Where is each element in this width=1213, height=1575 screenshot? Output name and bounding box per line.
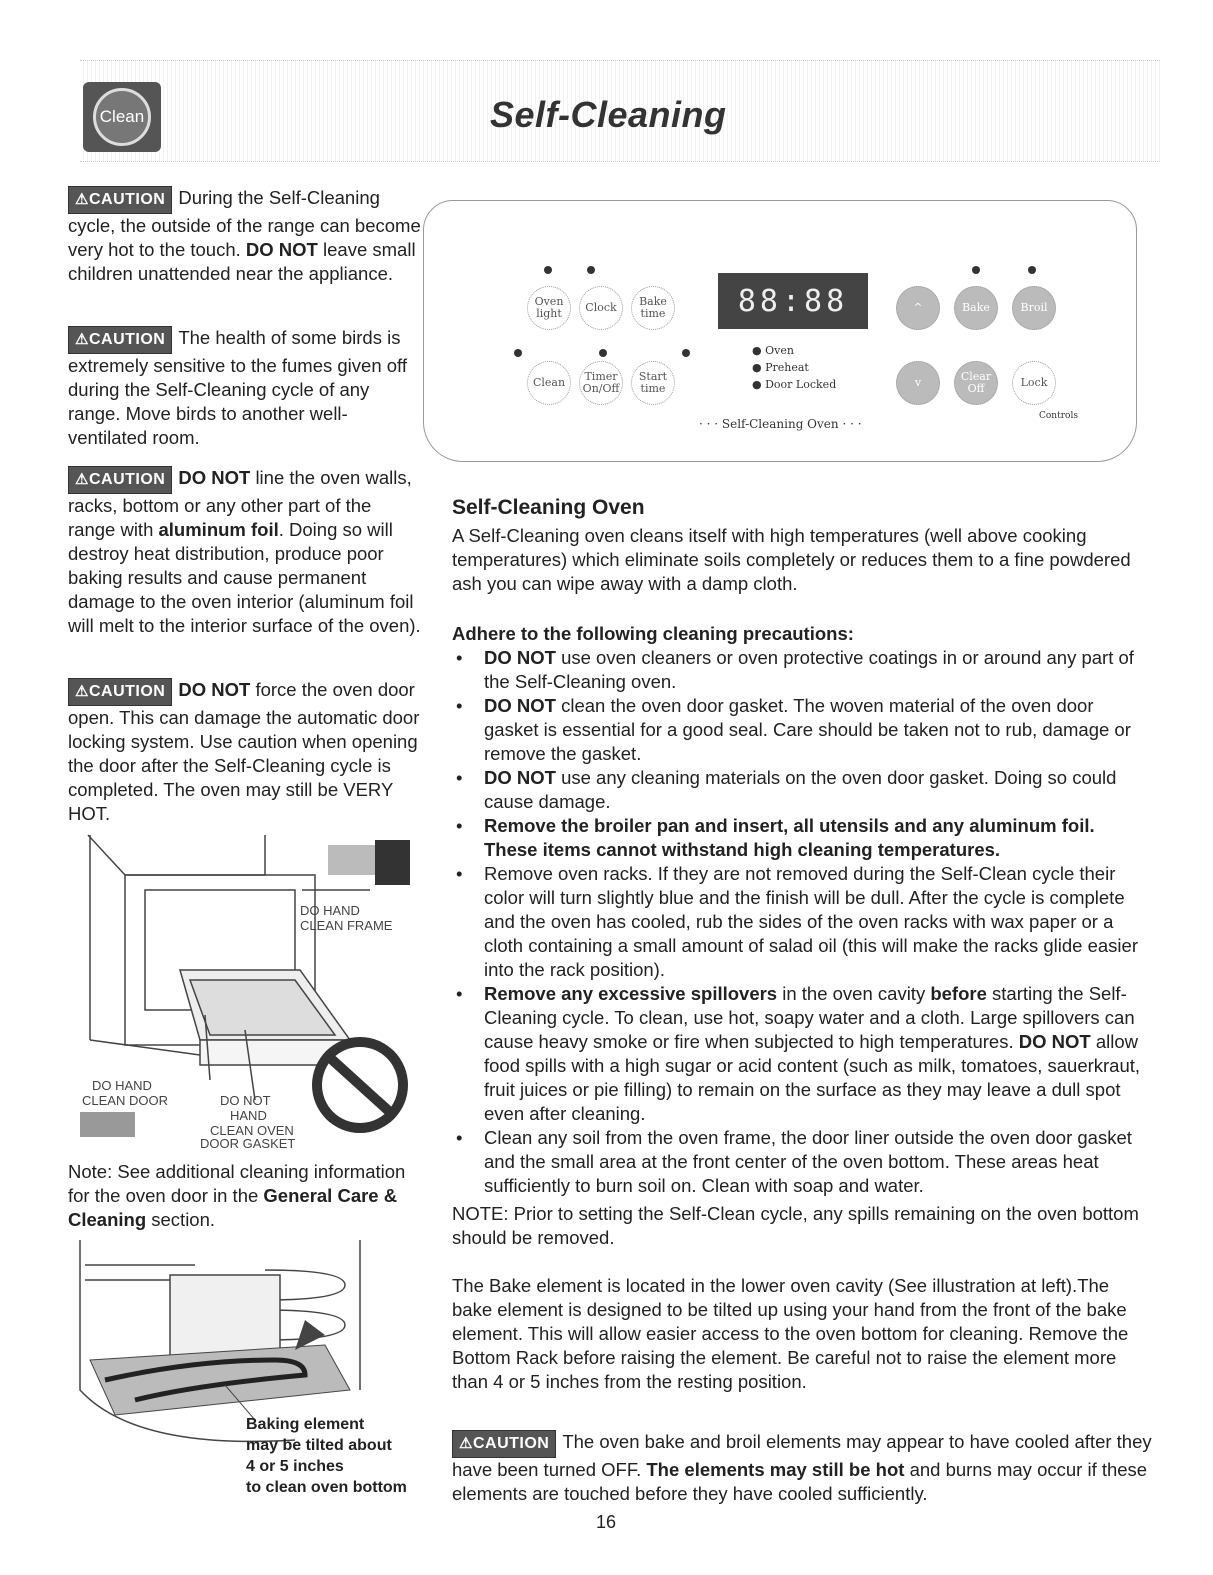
list-item: • Remove oven racks. If they are not removed during the Self-Clean cycle their color will turn slightly blue and the finish will be dull. After the cycle is complete and the oven has cooled, rub the sides of the oven racks with wax paper or a cloth containing a small amount of salad oil (this will make the racks glide easier into the rack position). [452,862,1142,982]
indicator-preheat: ● Preheat [752,361,809,374]
svg-text:DOOR GASKET: DOOR GASKET [200,1136,296,1150]
svg-text:CLEAN FRAME: CLEAN FRAME [300,918,393,933]
page-title: Self-Cleaning [490,94,727,135]
bake-time-button: Bake time [631,286,675,330]
caution-badge: ⚠CAUTION [68,186,172,214]
list-item: • Clean any soil from the oven frame, the door liner outside the oven door gasket and the small area at the front center of the oven bottom. These areas heat sufficiently to burn soil on. Clean with soap and water. [452,1126,1142,1198]
clean-badge [83,82,161,152]
clear-off-button: Clear Off [954,361,998,405]
control-panel-illustration [423,200,1137,462]
indicator-door-locked: ● Door Locked [752,378,837,391]
fig1-label-frame: DO HAND [300,903,360,918]
oven-door-figure [70,830,425,1150]
caution-badge: ⚠CAUTION [452,1430,556,1458]
lock-button: Lock [1012,361,1056,405]
caution-1: ⚠CAUTION During the Self-Cleaning cycle, the outside of the range can become very hot to the touch. DO NOT leave small children unattended near the appliance. [68,187,421,284]
timer-button: Timer On/Off [579,361,623,405]
section-heading: Self-Cleaning Oven [452,496,645,519]
svg-text:CLEAN OVEN: CLEAN OVEN [210,1123,294,1138]
caution-3: ⚠CAUTION DO NOT line the oven walls, racks, bottom or any other part of the range with aluminum foil. Doing so will destroy heat distribution, produce poor baking results and cause permanent damage to the oven interior (aluminum foil will melt to the interior surface of the oven). [68,467,421,636]
caution-right: ⚠CAUTION The oven bake and broil elements may appear to have cooled after they have been turned OFF. The elements may still be hot and burns may occur if these elements are touched before they have cooled sufficiently. [452,1431,1152,1504]
lcd-display: 88:88 [718,273,868,329]
down-arrow-button: v [896,361,940,405]
start-time-button: Start time [631,361,675,405]
bake-element-caption: Baking element may be tilted about 4 or 5 inches to clean oven bottom [246,1416,407,1496]
page-number: 16 [596,1512,617,1532]
warning-icon: ⚠ [75,331,89,348]
warning-icon: ⚠ [75,683,89,700]
intro-paragraph: A Self-Cleaning oven cleans itself with high temperatures (well above cooking temperatures) which eliminate soils completely or reduces them to a fine powdered ash you can wipe away with a damp cloth. [452,525,1131,594]
warning-icon: ⚠ [75,471,89,488]
warning-icon: ⚠ [75,191,89,208]
warning-icon: ⚠ [459,1435,473,1452]
caution-badge: ⚠CAUTION [68,678,172,706]
broil-button: Broil [1012,286,1056,330]
controls-label: Controls [1039,411,1078,421]
clean-badge-label: Clean [93,88,151,146]
svg-text:CLEAN DOOR: CLEAN DOOR [82,1093,168,1108]
panel-footer: · · · Self-Cleaning Oven · · · [699,417,862,431]
note-right: NOTE: Prior to setting the Self-Clean cycle, any spills remaining on the oven bottom should be removed. [452,1203,1139,1248]
oven-light-button: Oven light [527,286,571,330]
fig1-label-gasket: DO NOT [220,1093,271,1108]
precautions-title: Adhere to the following cleaning precautions: [452,623,854,644]
fig1-label-door: DO HAND [92,1078,152,1093]
list-item: • Remove the broiler pan and insert, all utensils and any aluminum foil. These items cannot withstand high cleaning temperatures. [452,814,1142,862]
up-arrow-button: ^ [896,286,940,330]
clean-button: Clean [527,361,571,405]
list-item: • DO NOT clean the oven door gasket. The woven material of the oven door gasket is essential for a good seal. Care should be taken not to rub, damage or remove the gasket. [452,694,1142,766]
bake-paragraph: The Bake element is located in the lower oven cavity (See illustration at left).The bake element is designed to be tilted up using your hand from the front of the bake element. This will allow easier access to the oven bottom for cleaning. Remove the Bottom Rack before raising the element. Be careful not to raise the element more than 4 or 5 inches from the resting position. [452,1275,1129,1392]
precautions-list [452,646,1142,1198]
bake-button: Bake [954,286,998,330]
list-item: • DO NOT use oven cleaners or oven protective coatings in or around any part of the Self-Cleaning oven. [452,646,1142,694]
caution-4: ⚠CAUTION DO NOT force the oven door open. This can damage the automatic door locking system. Use caution when opening the door after the Self-Cleaning cycle is completed. The oven may still be VERY HOT. [68,679,420,824]
caution-badge: ⚠CAUTION [68,466,172,494]
list-item: • Remove any excessive spillovers in the oven cavity before starting the Self-Cleaning cycle. To clean, use hot, soapy water and a cloth. Large spillovers can cause heavy smoke or fire when subjected to high temperatures. DO NOT allow food spills with a high sugar or acid content (such as milk, tomatoes, sauerkraut, fruit juices or pie filling) to remain on the surface as they may leave a dull spot even after cleaning. [452,982,1142,1126]
note-left: Note: See additional cleaning information for the oven door in the General Care & Cleaning section. [68,1161,406,1230]
caution-badge: ⚠CAUTION [68,326,172,354]
caution-2: ⚠CAUTION The health of some birds is extremely sensitive to the fumes given off during the Self-Cleaning cycle of any range. Move birds to another well-ventilated room. [68,327,407,448]
svg-text:HAND: HAND [230,1108,267,1123]
clock-button: Clock [579,286,623,330]
indicator-oven: ● Oven [752,344,794,357]
list-item: • DO NOT use any cleaning materials on the oven door gasket. Doing so could cause damage. [452,766,1142,814]
